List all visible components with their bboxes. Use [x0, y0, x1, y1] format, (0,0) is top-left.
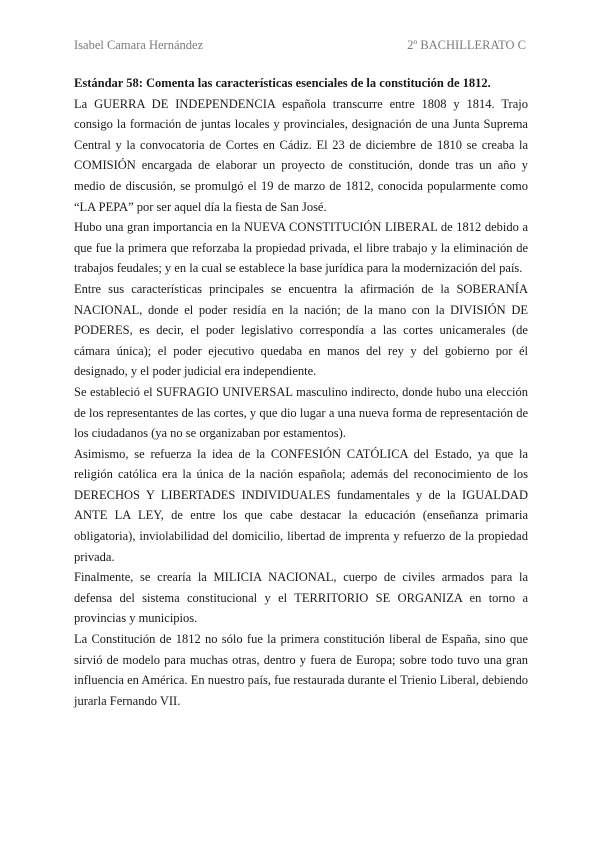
- paragraph-3: Entre sus características principales se encuentra la afirmación de la SOBERANÍA NACIONAL, donde el poder residía en la nación; de la mano con la DIVISIÓN DE PODERES, es decir, el poder legislativo correspondía a las cortes unicamerales (de cámara única); el poder ejecutivo quedaba en manos del rey y del gobierno por él designado, y el poder judicial era independiente.: [74, 281, 528, 379]
- paragraph-1: La GUERRA DE INDEPENDENCIA española transcurre entre 1808 y 1814. Trajo consigo la formación de juntas locales y provinciales, designación de una Junta Suprema Central y la convocatoria de Cortes en Cádiz. El 23 de diciembre de 1810 se creaba la COMISIÓN encargada de elaborar un proyecto de constitución, donde tras un año y medio de discusión, se promulgó el 19 de marzo de 1812, conocida popularmente como “LA PEPA” por ser aquel día la fiesta de San José.: [74, 96, 528, 214]
- paragraph-2: Hubo una gran importancia en la NUEVA CONSTITUCIÓN LIBERAL de 1812 debido a que fue la primera que reforzaba la propiedad privada, el libre trabajo y la eliminación de trabajos feudales; y en la cual se establece la base jurídica para la modernización del país.: [74, 220, 528, 276]
- header-author: Isabel Camara Hernández: [74, 38, 204, 52]
- page-header: [74, 38, 526, 56]
- paragraph-5: Asimismo, se refuerza la idea de la CONFESIÓN CATÓLICA del Estado, ya que la religión católica era la única de la nación española; además del reconocimiento de los DERECHOS Y LIBERTADES INDIVIDUALES fundamentales y de la IGUALDAD ANTE LA LEY, de entre los que cabe destacar la educación (enseñanza primaria obligatoria), inviolabilidad del domicilio, libertad de imprenta y refuerzo de la propiedad privada.: [74, 446, 528, 564]
- paragraph-4: Se estableció el SUFRAGIO UNIVERSAL masculino indirecto, donde hubo una elección de los representantes de las cortes, y que dio lugar a una nueva forma de representación de los ciudadanos (ya no se organizaban por estamentos).: [74, 384, 528, 441]
- paragraph-6: Finalmente, se crearía la MILICIA NACIONAL, cuerpo de civiles armados para la defensa del sistema constitucional y el TERRITORIO SE ORGANIZA en torno a provincias y municipios.: [74, 570, 528, 626]
- document-body: [74, 73, 528, 711]
- header-course: 2º BACHILLERATO C: [407, 38, 526, 52]
- paragraph-7: La Constitución de 1812 no sólo fue la primera constitución liberal de España, sino que sirvió de modelo para muchas otras, dentro y fuera de Europa; sobre todo tuvo una gran influencia en América. En nuestro país, fue restaurada durante el Trienio Liberal, debiendo jurarla Fernando VII.: [74, 632, 528, 708]
- document-title: Estándar 58: Comenta las características esenciales de la constitución de 1812.: [74, 76, 491, 90]
